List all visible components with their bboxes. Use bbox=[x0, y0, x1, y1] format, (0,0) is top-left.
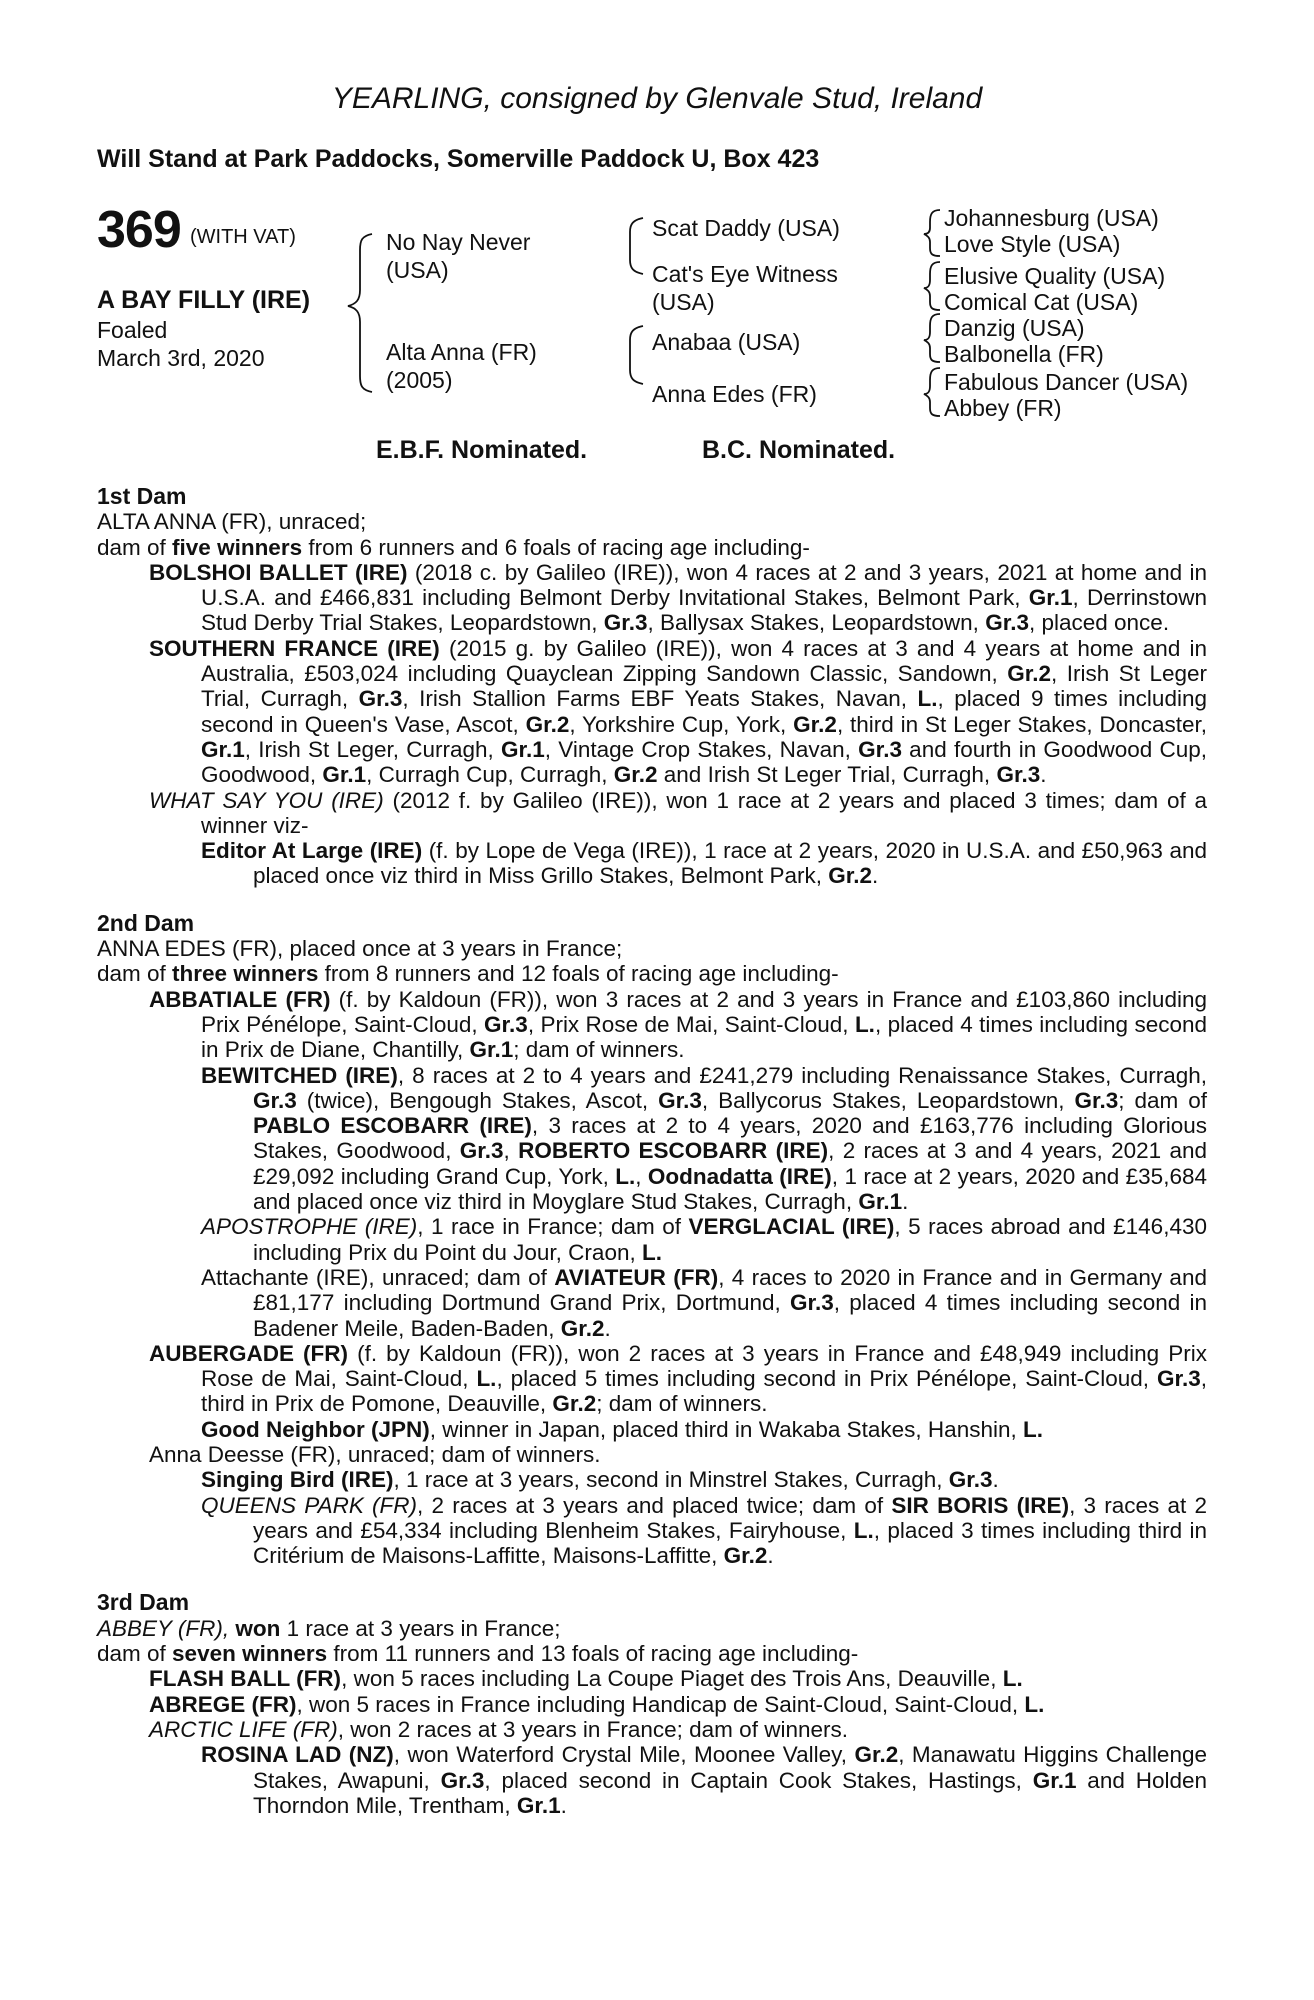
text-run: . bbox=[560, 1792, 567, 1818]
sire bbox=[386, 228, 530, 284]
text-run: , Yorkshire Cup, York, bbox=[569, 711, 794, 737]
sire-name: No Nay Never bbox=[386, 229, 531, 255]
text-run: , won 2 races at 3 years in France; dam of winners. bbox=[337, 1716, 848, 1742]
bold-run: Gr.1 bbox=[201, 736, 245, 762]
text-run: (twice), Bengough Stakes, Ascot, bbox=[296, 1087, 659, 1113]
gen3-4: Comical Cat (USA) bbox=[944, 289, 1139, 315]
text-run: . bbox=[992, 1467, 999, 1493]
text-run: , 2 races at 3 and 4 years, 2021 and £29,092 including Grand Cup, York, bbox=[253, 1138, 1207, 1189]
gen3-8: Abbey (FR) bbox=[944, 395, 1062, 421]
entry-good-neighbor bbox=[97, 1417, 1207, 1442]
bold-run: Gr.3 bbox=[658, 1087, 702, 1113]
bold-run: Gr.3 bbox=[985, 610, 1029, 636]
sire-sire: Scat Daddy (USA) bbox=[652, 215, 840, 241]
bold-run: Gr.3 bbox=[790, 1290, 834, 1316]
gen3-6: Balbonella (FR) bbox=[944, 341, 1104, 367]
second-dam-heading: 2nd Dam bbox=[97, 909, 195, 936]
bold-run: Gr.3 bbox=[1074, 1087, 1119, 1113]
text-run: , 2 races at 3 years and placed twice; dam of bbox=[417, 1492, 892, 1518]
bold-run: Gr.2 bbox=[552, 1391, 597, 1417]
bold-run: L. bbox=[1024, 1691, 1045, 1717]
bold-run: ROSINA LAD (NZ) bbox=[201, 1742, 394, 1768]
entry-editor-at-large bbox=[97, 838, 1207, 889]
text-run: , Ballysax Stakes, Leopardstown, bbox=[647, 610, 986, 636]
italic-run: APOSTROPHE (IRE) bbox=[201, 1214, 418, 1240]
gen3-5: Danzig (USA) bbox=[944, 315, 1085, 341]
italic-run: WHAT SAY YOU (IRE) bbox=[149, 787, 384, 813]
bold-run: Oodnadatta (IRE) bbox=[647, 1163, 832, 1189]
text-run: and Irish St Leger Trial, Curragh, bbox=[657, 762, 997, 788]
bold-run: Gr.1 bbox=[858, 1189, 903, 1215]
bold-run: L. bbox=[917, 686, 938, 712]
text-run: , placed 4 times including second in Badener Meile, Baden-Baden, bbox=[253, 1290, 1207, 1341]
text-run: , winner in Japan, placed third in Wakaba Stakes, Hanshin, bbox=[429, 1416, 1023, 1442]
text-run: , 8 races at 2 to 4 years and £241,279 including Renaissance Stakes, Curragh, bbox=[397, 1062, 1207, 1088]
bold-run: Gr.3 bbox=[996, 762, 1041, 788]
text-run: , 3 races at 2 years and £54,334 including Blenheim Stakes, Fairyhouse, bbox=[253, 1492, 1207, 1543]
bold-run: SIR BORIS (IRE) bbox=[891, 1492, 1070, 1518]
bold-run: L. bbox=[641, 1239, 662, 1265]
bold-run: Gr.1 bbox=[501, 736, 545, 762]
ebf-nomination: E.B.F. Nominated. bbox=[376, 436, 588, 464]
sire-dam-name: Cat's Eye Witness bbox=[652, 261, 838, 287]
bold-run: Gr.2 bbox=[525, 711, 570, 737]
text-run: (f. by Kaldoun (FR)), won 2 races at 3 years in France and £48,949 including Prix Rose de Mai, Saint-Cloud, bbox=[201, 1340, 1207, 1392]
text: dam of bbox=[97, 1641, 173, 1667]
sire-origin: (USA) bbox=[386, 257, 449, 283]
text-run: , third in St Leger Stakes, Doncaster, bbox=[836, 711, 1207, 737]
text-run: and fourth in Goodwood Cup, Goodwood, bbox=[201, 736, 1208, 788]
entry-rosina-lad bbox=[97, 1742, 1207, 1818]
text-run: (2015 g. by Galileo (IRE)), won 4 races at 3 and 4 years at home and in Australia, £503,024 including Quayclean Zipping Sandown Classic, Sandown, bbox=[201, 635, 1208, 687]
bold-run: BOLSHOI BALLET (IRE) bbox=[149, 559, 408, 585]
bold-run: Gr.2 bbox=[723, 1543, 768, 1569]
text-run: , 3 races at 2 to 4 years, 2020 and £163,776 including Glorious Stakes, Goodwood, bbox=[253, 1113, 1207, 1164]
lot-number: 369 bbox=[97, 201, 181, 259]
sire-dam-origin: (USA) bbox=[652, 289, 715, 315]
bold-run: Gr.3 bbox=[358, 686, 403, 712]
text-run: , won 5 races including La Coupe Piaget des Trois Ans, Deauville, bbox=[341, 1666, 1003, 1692]
bold-run: FLASH BALL (FR) bbox=[149, 1666, 342, 1692]
dam-dam: Anna Edes (FR) bbox=[652, 381, 817, 407]
first-dam-line2 bbox=[97, 535, 1207, 560]
second-dam-line1: ANNA EDES (FR), placed once at 3 years in France; bbox=[97, 936, 623, 962]
text-run: , 1 race at 2 years, 2020 and £35,684 and placed once viz third in Moyglare Stud Stakes, Curragh, bbox=[253, 1163, 1207, 1215]
text-run: , placed 9 times including second in Queen's Vase, Ascot, bbox=[201, 686, 1207, 737]
bold-run: Gr.3 bbox=[459, 1138, 504, 1164]
dam-year: (2005) bbox=[386, 367, 453, 393]
entry-anna-deesse bbox=[97, 1442, 1207, 1467]
text-run: Attachante (IRE), unraced; dam of bbox=[201, 1264, 555, 1290]
first-dam-line1: ALTA ANNA (FR), unraced; bbox=[97, 509, 367, 535]
produce-record bbox=[97, 484, 1207, 1818]
entry-apostrophe bbox=[97, 1214, 1207, 1265]
bold-run: Gr.3 bbox=[484, 1011, 528, 1037]
text-run: , bbox=[503, 1138, 519, 1164]
text-run: , bbox=[635, 1163, 648, 1189]
text: from 6 runners and 6 foals of racing age including- bbox=[302, 534, 810, 560]
text-run: , placed 3 times including third in Critérium de Maisons-Laffitte, Maisons-Laffitte, bbox=[253, 1517, 1207, 1569]
lot-title: A BAY FILLY (IRE) bbox=[97, 286, 311, 314]
bold-run: SOUTHERN FRANCE (IRE) bbox=[149, 635, 440, 661]
text: dam of bbox=[97, 961, 173, 987]
third-dam-line2 bbox=[97, 1641, 1207, 1666]
bold-run: Gr.1 bbox=[322, 762, 367, 788]
text-run: ; dam of winners. bbox=[513, 1037, 685, 1063]
bold-run: AVIATEUR (FR) bbox=[554, 1264, 719, 1290]
italic-run: QUEENS PARK (FR) bbox=[201, 1492, 418, 1518]
entry-aubergade bbox=[97, 1341, 1207, 1417]
entry-attachante bbox=[97, 1265, 1207, 1341]
winners-count: five winners bbox=[172, 534, 303, 560]
third-dam-heading: 3rd Dam bbox=[97, 1589, 190, 1616]
text-run: (f. by Kaldoun (FR)), won 3 races at 2 and 3 years in France and £103,860 including Prix Pénélope, Saint-Cloud, bbox=[201, 986, 1207, 1037]
bold-run: AUBERGADE (FR) bbox=[149, 1340, 349, 1366]
text-run: . bbox=[604, 1315, 611, 1341]
winners-count: three winners bbox=[172, 961, 319, 987]
dam-name: ABBEY (FR), bbox=[97, 1615, 236, 1641]
bold-run: L. bbox=[1023, 1416, 1043, 1442]
second-dam-line2 bbox=[97, 961, 1207, 986]
text-run: , Curragh Cup, Curragh, bbox=[366, 762, 614, 788]
text-run: , Irish St Leger, Curragh, bbox=[244, 736, 502, 762]
entry-bolshoi-ballet bbox=[97, 560, 1207, 636]
text-run: , placed second in Captain Cook Stakes, Hastings, bbox=[484, 1767, 1033, 1793]
bold-run: Gr.2 bbox=[613, 762, 658, 788]
gen3-7: Fabulous Dancer (USA) bbox=[944, 369, 1189, 395]
bold-run: Gr.3 bbox=[440, 1767, 485, 1793]
bold-run: BEWITCHED (IRE) bbox=[201, 1062, 398, 1088]
bold-run: Gr.3 bbox=[603, 610, 648, 636]
section-gap bbox=[97, 1568, 1207, 1590]
entry-arctic-life bbox=[97, 1717, 1207, 1742]
text-run: , Ballycorus Stakes, Leopardstown, bbox=[701, 1087, 1075, 1113]
winners-count: seven winners bbox=[172, 1641, 328, 1667]
gen3-1: Johannesburg (USA) bbox=[944, 205, 1159, 231]
text-run: , 1 race at 3 years, second in Minstrel Stakes, Curragh, bbox=[393, 1467, 949, 1493]
text: 1 race at 3 years in France; bbox=[280, 1615, 561, 1641]
bold-run: Gr.2 bbox=[1007, 661, 1052, 687]
text: from 11 runners and 13 foals of racing age including- bbox=[327, 1641, 859, 1667]
bold-run: Gr.1 bbox=[1032, 1767, 1077, 1793]
text-run: , placed 4 times including second in Prix de Diane, Chantilly, bbox=[201, 1011, 1207, 1063]
bold-run: Gr.1 bbox=[516, 1792, 561, 1818]
bold-run: L. bbox=[854, 1011, 875, 1037]
bold-run: Gr.3 bbox=[1156, 1366, 1201, 1392]
text-run: (f. by Lope de Vega (IRE)), 1 race at 2 years, 2020 in U.S.A. and £50,963 and placed once viz third in Miss Grillo Stakes, Belmont Park, bbox=[253, 838, 1207, 889]
entry-abbatiale bbox=[97, 987, 1207, 1063]
bold-run: Gr.2 bbox=[854, 1742, 899, 1768]
entry-flash-ball bbox=[97, 1666, 1207, 1691]
entry-queens-park bbox=[97, 1493, 1207, 1569]
stand-location: Will Stand at Park Paddocks, Somerville Paddock U, Box 423 bbox=[97, 145, 820, 173]
text-run: . bbox=[902, 1189, 909, 1215]
text-run: , Vintage Crop Stakes, Navan, bbox=[544, 736, 859, 762]
text-run: . bbox=[1040, 762, 1047, 788]
text-run: and Holden Thorndon Mile, Trentham, bbox=[253, 1767, 1207, 1818]
text-run: , placed once. bbox=[1028, 610, 1170, 636]
won-label: won bbox=[235, 1615, 281, 1641]
bold-run: Gr.2 bbox=[560, 1315, 605, 1341]
text-run: . bbox=[767, 1543, 774, 1569]
text-run: , 5 races abroad and £146,430 including Prix du Point du Jour, Craon, bbox=[253, 1214, 1207, 1265]
text-run: , 4 races to 2020 in France and in Germany and £81,177 including Dortmund Grand Prix, Dortmund, bbox=[253, 1264, 1207, 1316]
text-run: Anna Deesse (FR), unraced; dam of winners. bbox=[149, 1441, 601, 1467]
entry-southern-france bbox=[97, 636, 1207, 788]
bold-run: ABBATIALE (FR) bbox=[149, 986, 331, 1012]
text-run: , third in Prix de Pomone, Deauville, bbox=[201, 1366, 1207, 1417]
dam-name: Alta Anna (FR) bbox=[386, 339, 537, 365]
section-gap bbox=[97, 889, 1207, 911]
bold-run: Gr.2 bbox=[828, 863, 873, 889]
text-run: , Irish St Leger Trial, Curragh, bbox=[201, 661, 1207, 712]
third-dam-line1 bbox=[97, 1616, 1207, 1641]
dam bbox=[386, 338, 537, 394]
bold-run: L. bbox=[476, 1366, 497, 1392]
bold-run: Gr.3 bbox=[858, 736, 902, 762]
foaled-value: March 3rd, 2020 bbox=[97, 345, 265, 371]
bold-run: Gr.3 bbox=[253, 1087, 297, 1113]
bold-run: PABLO ESCOBARR (IRE) bbox=[253, 1113, 532, 1139]
text-run: , won 5 races in France including Handicap de Saint-Cloud, Saint-Cloud, bbox=[296, 1691, 1025, 1717]
bold-run: ABREGE (FR) bbox=[149, 1691, 297, 1717]
text: dam of bbox=[97, 534, 173, 560]
text-run: , won Waterford Crystal Mile, Moonee Valley, bbox=[393, 1742, 855, 1768]
italic-run: ARCTIC LIFE (FR) bbox=[149, 1716, 338, 1742]
text-run: ; dam of bbox=[1118, 1087, 1207, 1113]
text-run: . bbox=[872, 863, 879, 889]
bold-run: ROBERTO ESCOBARR (IRE) bbox=[518, 1138, 829, 1164]
text: from 8 runners and 12 foals of racing age including- bbox=[318, 961, 839, 987]
dam-sire: Anabaa (USA) bbox=[652, 329, 801, 355]
text-run: , Prix Rose de Mai, Saint-Cloud, bbox=[527, 1011, 855, 1037]
entry-what-say-you bbox=[97, 788, 1207, 839]
text-run: , Irish Stallion Farms EBF Yeats Stakes, Navan, bbox=[402, 686, 918, 712]
text-run: , placed 5 times including second in Prix Pénélope, Saint-Cloud, bbox=[496, 1366, 1157, 1392]
bold-run: Singing Bird (IRE) bbox=[201, 1467, 394, 1493]
first-dam-heading: 1st Dam bbox=[97, 483, 187, 509]
text-run: , Manawatu Higgins Challenge Stakes, Awapuni, bbox=[253, 1742, 1207, 1793]
consignor-line: YEARLING, consigned by Glenvale Stud, Ireland bbox=[331, 82, 983, 115]
text-run: , Derrinstown Stud Derby Trial Stakes, Leopardstown, bbox=[201, 585, 1207, 636]
bold-run: Gr.1 bbox=[1028, 585, 1073, 611]
bold-run: Gr.3 bbox=[948, 1467, 993, 1493]
entry-bewitched bbox=[97, 1063, 1207, 1215]
bold-run: Gr.2 bbox=[793, 711, 837, 737]
text-run: , 1 race in France; dam of bbox=[417, 1214, 689, 1240]
foaled-label: Foaled bbox=[97, 317, 168, 343]
bold-run: L. bbox=[1002, 1666, 1023, 1692]
gen3-3: Elusive Quality (USA) bbox=[944, 263, 1166, 289]
bold-run: VERGLACIAL (IRE) bbox=[688, 1214, 895, 1240]
entry-abrege bbox=[97, 1692, 1207, 1717]
bc-nomination: B.C. Nominated. bbox=[702, 436, 896, 464]
bold-run: Gr.1 bbox=[469, 1037, 514, 1063]
bold-run: L. bbox=[853, 1517, 874, 1543]
text-run: (2018 c. by Galileo (IRE)), won 4 races at 2 and 3 years, 2021 at home and in U.S.A. and £466,831 including Belmont Derby Invitational Stakes, Belmont Park, bbox=[201, 559, 1207, 611]
vat-label: (WITH VAT) bbox=[190, 226, 296, 248]
sire-dam bbox=[652, 260, 838, 316]
text-run: ; dam of winners. bbox=[596, 1391, 768, 1417]
text-run: (2012 f. by Galileo (IRE)), won 1 race at 2 years and placed 3 times; dam of a winner viz- bbox=[201, 787, 1207, 838]
bold-run: Editor At Large (IRE) bbox=[201, 838, 423, 864]
bold-run: L. bbox=[615, 1163, 636, 1189]
entry-singing-bird bbox=[97, 1467, 1207, 1492]
gen3-2: Love Style (USA) bbox=[944, 231, 1121, 257]
bold-run: Good Neighbor (JPN) bbox=[201, 1416, 430, 1442]
